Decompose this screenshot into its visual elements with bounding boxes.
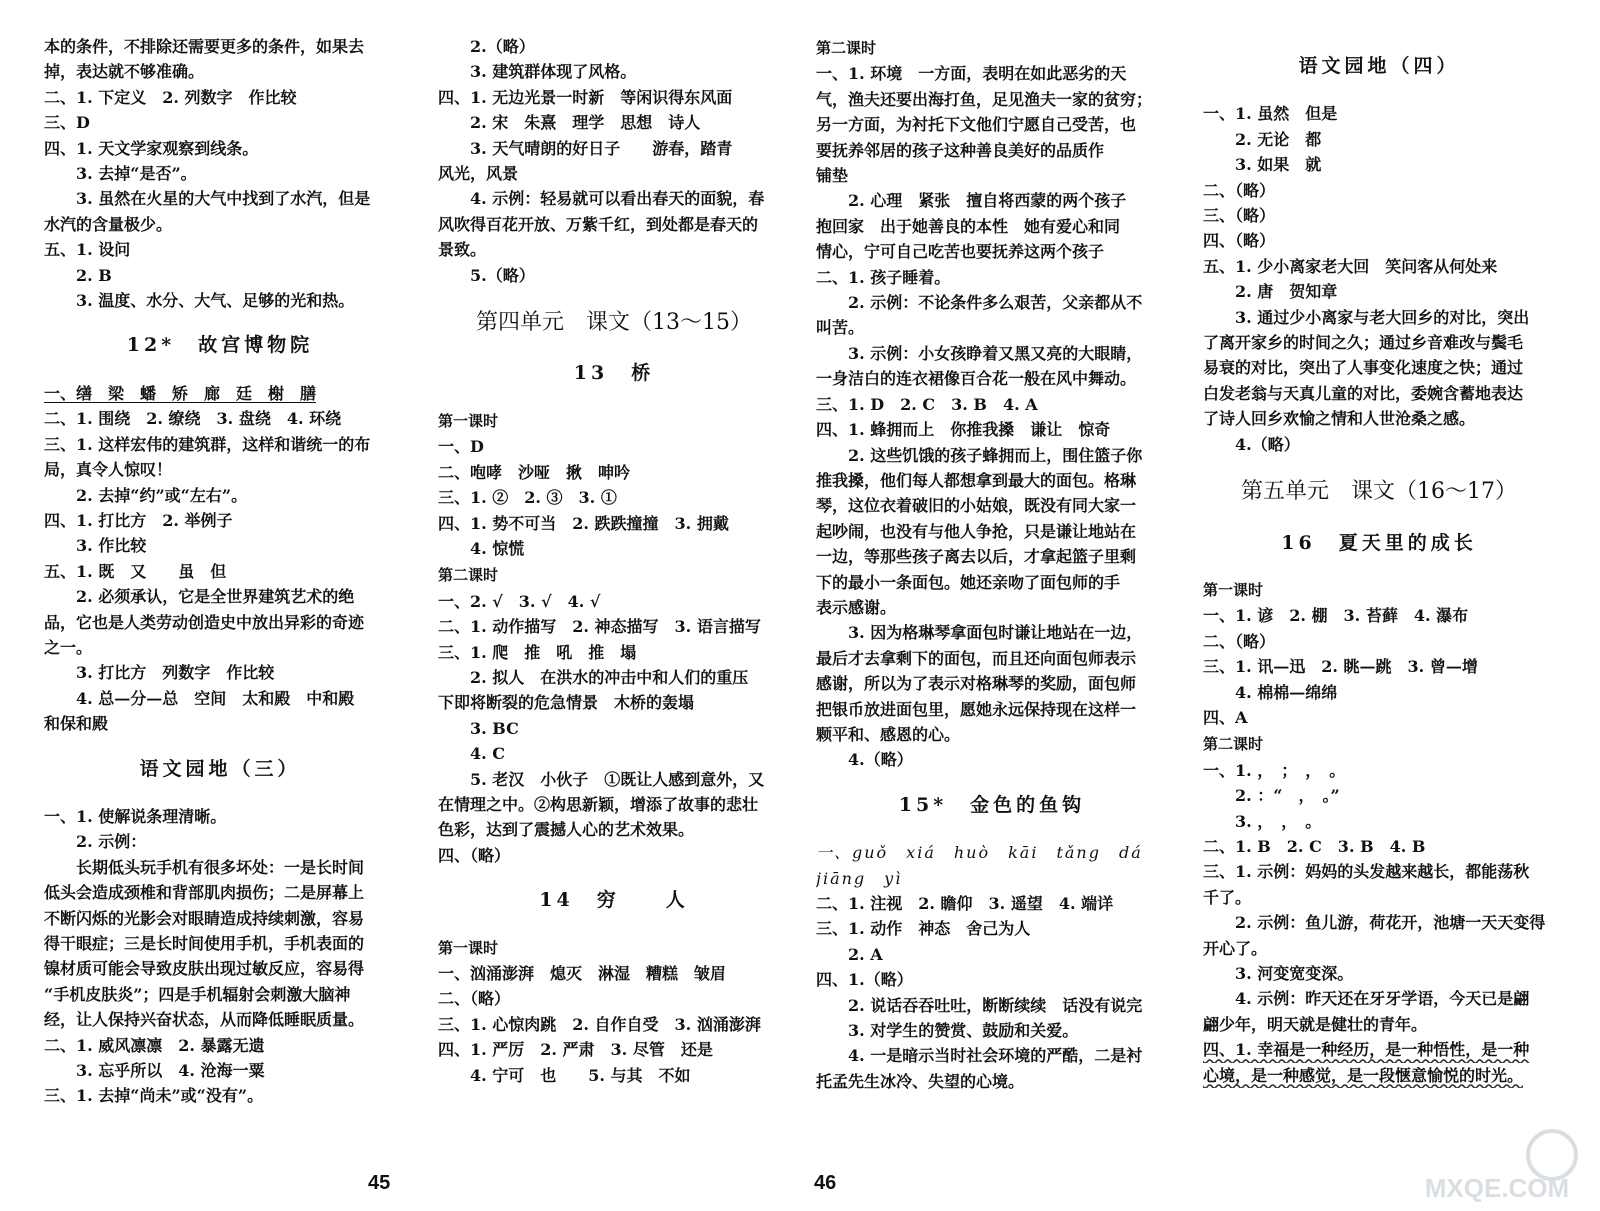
answer-line: 了诗人回乡欢愉之情和人世沧桑之感。 bbox=[1203, 409, 1476, 429]
answer-line: 经，让人保持兴奋状态，从而降低睡眠质量。 bbox=[44, 1010, 365, 1030]
answer-line: 白发老翁与天真儿童的对比，委婉含蓄地表达 bbox=[1203, 383, 1524, 403]
answer-line: 长期低头玩手机有很多坏处：一是长时间 bbox=[76, 857, 365, 877]
answer-line: 4. 棉棉—绵绵 bbox=[1235, 682, 1338, 702]
answer-line: 要抚养邻居的孩子这种善良美好的品质作 bbox=[816, 140, 1105, 160]
answer-line: 二、1. 注视 2. 瞻仰 3. 遥望 4. 端详 bbox=[816, 894, 1114, 913]
answer-line: 五、1. 少小离家老大回 笑问客从何处来 bbox=[1203, 256, 1498, 276]
answer-line: 四、1. 严厉 2. 严肃 3. 尽管 还是 bbox=[438, 1040, 713, 1060]
answer-line: 琴，这位衣着破旧的小姑娘，既没有同大家一 bbox=[816, 496, 1137, 516]
answer-line: 二、1. B 2. C 3. B 4. B bbox=[1203, 836, 1426, 856]
answer-line: 得干眼症；三是长时间使用手机，手机表面的 bbox=[44, 934, 365, 953]
lesson-period: 第一课时 bbox=[1203, 580, 1264, 599]
answer-line: 四、A bbox=[1203, 707, 1248, 727]
answer-line: 3. 打比方 列数字 作比较 bbox=[76, 663, 275, 683]
answer-line: 一、汹涌澎湃 熄灭 淋湿 糟糕 皱眉 bbox=[438, 964, 727, 983]
answer-line: 推我搡，他们每人都想拿到最大的面包。格琳 bbox=[816, 470, 1137, 490]
answer-line: 品，它也是人类劳动创造史中放出异彩的奇迹 bbox=[44, 612, 365, 632]
answer-line: 之一。 bbox=[44, 637, 93, 657]
answer-line: 四、1. 势不可当 2. 跌跌撞撞 3. 拥戴 bbox=[438, 513, 729, 533]
answer-line: 2. 去掉“约”或“左右”。 bbox=[76, 485, 248, 505]
answer-line: 最后才去拿剩下的面包，而且还向面包师表示 bbox=[816, 648, 1137, 668]
answer-line: 二、1. 动作描写 2. 神态描写 3. 语言描写 bbox=[438, 617, 761, 637]
answer-line: 2. ：“ ， 。” bbox=[1235, 786, 1340, 806]
answer-line: 4. 宁可 也 5. 与其 不如 bbox=[470, 1065, 691, 1085]
answer-line: 不断闪烁的光影会对眼睛造成持续刺激，容易 bbox=[44, 908, 365, 928]
answer-line: 二、咆哮 沙哑 揪 呻吟 bbox=[438, 462, 631, 482]
answer-line: 一、1. 谚 2. 棚 3. 苔藓 4. 瀑布 bbox=[1203, 606, 1469, 626]
answer-line: 3. BC bbox=[470, 718, 519, 738]
answer-line: 2. 示例： bbox=[76, 832, 147, 852]
answer-line: “手机皮肤炎”；四是手机辐射会刺激大脑神 bbox=[44, 984, 351, 1004]
answer-line: 叫苦。 bbox=[816, 318, 865, 338]
answer-line: 色彩，达到了震撼人心的艺术效果。 bbox=[438, 820, 695, 840]
answer-line: 四、1. 幸福是一种经历，是一种悟性，是一种 bbox=[1203, 1040, 1530, 1060]
answer-line: 四、（略） bbox=[1203, 231, 1276, 251]
answer-line: 3. 因为格琳琴拿面包时谦让地站在一边， bbox=[848, 623, 1143, 643]
answer-line: 2. A bbox=[848, 944, 883, 964]
answer-line: 三、1. 示例：妈妈的头发越来越长，都能荡秋 bbox=[1203, 862, 1530, 882]
answer-line: 三、1. D 2. C 3. B 4. A bbox=[816, 394, 1038, 414]
answer-line: 五、1. 设问 bbox=[44, 240, 131, 260]
answer-line: 5.（略） bbox=[470, 265, 535, 285]
answer-line: 起吵闹，也没有与他人争抢，只是谦让地站在 bbox=[816, 521, 1137, 541]
answer-line: 下的最小一条面包。她还亲吻了面包师的手 bbox=[816, 572, 1121, 592]
answer-line: 三、1. 动作 神态 舍己为人 bbox=[816, 919, 1031, 939]
column-4 bbox=[1203, 34, 1555, 1088]
lesson-period: 第一课时 bbox=[438, 938, 499, 957]
answer-line: 2. 宋 朱熹 理学 思想 诗人 bbox=[470, 113, 701, 133]
answer-line: 二、1. 围绕 2. 缭绕 3. 盘绕 4. 环绕 bbox=[44, 409, 342, 429]
answer-line: 一、1. 环境 一方面，表明在如此恶劣的天 bbox=[816, 64, 1127, 84]
answer-line: 开心了。 bbox=[1203, 938, 1268, 958]
lesson-period: 第二课时 bbox=[438, 566, 499, 585]
column-3 bbox=[816, 34, 1168, 1094]
answer-line: 另一方面，为衬托下文他们宁愿自己受苦，也 bbox=[816, 115, 1137, 135]
answer-line: 3. 虽然在火星的大气中找到了水汽，但是 bbox=[76, 189, 371, 209]
lesson-title: 14 穷 人 bbox=[539, 889, 689, 912]
answer-line: 四、1. 蜂拥而上 你推我搡 谦让 惊奇 bbox=[816, 420, 1111, 440]
answer-line: 把银币放进面包里，愿她永远保持现在这样一 bbox=[816, 699, 1137, 719]
answer-line: 3. ， ， 。 bbox=[1235, 811, 1322, 831]
answer-line: 了离开家乡的时间之久；通过乡音难改与鬓毛 bbox=[1203, 333, 1524, 353]
answer-line: 一身洁白的连衣裙像百合花一般在风中舞动。 bbox=[816, 369, 1137, 389]
answer-line: 3. 河变宽变深。 bbox=[1235, 964, 1354, 983]
answer-line: 3. 忘乎所以 4. 沧海一粟 bbox=[76, 1061, 265, 1081]
answer-line: 一、1. ， ； ， 。 bbox=[1203, 760, 1346, 780]
answer-line: 本的条件，不排除还需要更多的条件，如果去 bbox=[44, 37, 365, 56]
answer-line: 翩少年，明天就是健壮的青年。 bbox=[1203, 1014, 1428, 1034]
answer-line: 易衰的对比，突出了人事变化速度之快；通过 bbox=[1203, 358, 1524, 378]
answer-line: 4. 惊慌 bbox=[470, 538, 525, 558]
answer-line: 5. 老汉 小伙子 ①既让人感到意外，又 bbox=[470, 769, 765, 789]
answer-line: 3. 天气晴朗的好日子 游春，踏青 bbox=[470, 138, 733, 158]
unit-title: 第四单元 课文（13～15） bbox=[476, 310, 752, 336]
answer-line: 三、1. 爬 推 吼 推 塌 bbox=[438, 642, 637, 662]
lesson-title: 语文园地（四） bbox=[1298, 55, 1460, 77]
answer-line: 2. 说话吞吞吐吐，断断续续 话没有说完 bbox=[848, 995, 1143, 1015]
answer-line: 颗平和、感恩的心。 bbox=[816, 724, 961, 744]
watermark-logo bbox=[1402, 1125, 1592, 1205]
answer-line: 情心，宁可自己吃苦也要抚养这两个孩子 bbox=[816, 242, 1105, 262]
answer-line: 2. 唐 贺知章 bbox=[1235, 282, 1338, 302]
lesson-period: 第一课时 bbox=[438, 411, 499, 430]
answer-line: 3. 对学生的赞赏、鼓励和关爱。 bbox=[848, 1021, 1079, 1041]
watermark-text: MXQE.COM bbox=[1424, 1173, 1570, 1203]
answer-line: 2.（略） bbox=[470, 37, 535, 56]
answer-line: 2. 示例：不论条件多么艰苦，父亲都从不 bbox=[848, 293, 1143, 313]
answer-line: 和保和殿 bbox=[44, 714, 109, 734]
column-1 bbox=[44, 34, 396, 1109]
answer-line: 掉，表达就不够准确。 bbox=[44, 62, 205, 82]
answer-line: 三、1. 讯—迅 2. 眺—跳 3. 曾—增 bbox=[1203, 657, 1478, 677]
page-number-right: 46 bbox=[814, 1172, 837, 1194]
answer-line: 四、1. 天文学家观察到线条。 bbox=[44, 138, 259, 158]
answer-line: 低头会造成颈椎和背部肌肉损伤；二是屏幕上 bbox=[44, 883, 365, 903]
answer-line: 二、1. 下定义 2. 列数字 作比较 bbox=[44, 87, 297, 107]
page-number-left: 45 bbox=[368, 1172, 391, 1194]
answer-line: 铺垫 bbox=[816, 166, 849, 186]
answer-line: 4. 一是暗示当时社会环境的严酷，二是衬 bbox=[848, 1046, 1143, 1066]
answer-line: 四、1. 打比方 2. 举例子 bbox=[44, 510, 233, 530]
answer-line: 风光，风景 bbox=[438, 164, 519, 184]
answer-line: 3. 如果 就 bbox=[1235, 155, 1322, 175]
answer-line: 气，渔夫还要出海打鱼，足见渔夫一家的贫穷； bbox=[816, 89, 1153, 109]
unit-title: 第五单元 课文（16～17） bbox=[1241, 479, 1517, 505]
answer-line: 4.（略） bbox=[1235, 434, 1300, 454]
lesson-title: 12* 故宫博物院 bbox=[126, 334, 314, 357]
answer-line: 一、缮 梁 蟠 矫 廊 廷 榭 膳 bbox=[44, 383, 317, 403]
answer-line: 一、1. 虽然 但是 bbox=[1203, 104, 1338, 124]
answer-line: 2. 必须承认，它是全世界建筑艺术的绝 bbox=[76, 587, 355, 607]
answer-line: 3. 通过少小离家与老大回乡的对比，突出 bbox=[1235, 307, 1530, 327]
answer-line: 下即将断裂的危急情景 木桥的轰塌 bbox=[438, 693, 695, 713]
answer-line: 千了。 bbox=[1203, 887, 1252, 907]
answer-line: 4. C bbox=[470, 744, 506, 764]
answer-line: 二、（略） bbox=[1203, 180, 1276, 200]
answer-line: 在情理之中。②构思新颖，增添了故事的悲壮 bbox=[438, 794, 759, 814]
answer-line: 四、1.（略） bbox=[816, 970, 913, 990]
answer-line: 镍材质可能会导致皮肤出现过敏反应，容易得 bbox=[44, 959, 365, 979]
pinyin-line: jiāng yì bbox=[816, 868, 903, 888]
answer-line: 4. 总—分—总 空间 太和殿 中和殿 bbox=[76, 688, 355, 708]
answer-line: 一、2. √ 3. √ 4. √ bbox=[438, 591, 601, 611]
answer-line: 三、1. 去掉“尚未”或“没有”。 bbox=[44, 1086, 264, 1106]
answer-line: 二、1. 孩子睡着。 bbox=[816, 267, 951, 287]
answer-line: 五、1. 既 又 虽 但 bbox=[44, 561, 227, 581]
answer-line: 心境，是一种感觉，是一段惬意愉悦的时光。 bbox=[1203, 1065, 1524, 1085]
answer-line: 三、1. 心惊肉跳 2. 自作自受 3. 汹涌澎湃 bbox=[438, 1014, 761, 1034]
answer-line: 2. 拟人 在洪水的冲击中和人们的重压 bbox=[470, 667, 749, 687]
answer-line: 感谢，所以为了表示对格琳琴的奖励，面包师 bbox=[816, 674, 1137, 694]
answer-line: 二、（略） bbox=[438, 989, 511, 1009]
lesson-period: 第二课时 bbox=[1203, 735, 1264, 754]
answer-line: 三、1. ② 2. ③ 3. ① bbox=[438, 488, 617, 508]
lesson-title: 语文园地（三） bbox=[139, 757, 301, 780]
answer-line: 2. 无论 都 bbox=[1235, 129, 1322, 149]
lesson-title: 15* 金色的鱼钩 bbox=[898, 793, 1086, 816]
answer-line: 2. 心理 紧张 擅自将西蒙的两个孩子 bbox=[848, 191, 1127, 211]
answer-line: 表示感谢。 bbox=[816, 597, 897, 617]
answer-line: 水汽的含量极少。 bbox=[44, 214, 173, 234]
answer-line: 3. 建筑群体现了风格。 bbox=[470, 62, 637, 82]
answer-line: 4. 示例：昨天还在牙牙学语，今天已是翩 bbox=[1235, 989, 1530, 1009]
lesson-title: 16 夏天里的成长 bbox=[1281, 531, 1477, 554]
answer-line: 二、1. 威风凛凛 2. 暴露无遗 bbox=[44, 1035, 265, 1055]
answer-line: 抱回家 出于她善良的本性 她有爱心和同 bbox=[816, 216, 1121, 236]
answer-line: 一、D bbox=[438, 437, 484, 457]
answer-line: 托孟先生冰冷、失望的心境。 bbox=[816, 1071, 1025, 1091]
answer-line: 二、（略） bbox=[1203, 631, 1276, 651]
lesson-period: 第二课时 bbox=[816, 39, 877, 57]
answer-line: 4.（略） bbox=[848, 750, 913, 770]
answer-line: 3. 作比较 bbox=[76, 536, 147, 556]
answer-line: 4. 示例：轻易就可以看出春天的面貌，春 bbox=[470, 189, 765, 209]
answer-line: 三、（略） bbox=[1203, 206, 1276, 226]
answer-line: 一、1. 使解说条理清晰。 bbox=[44, 806, 227, 826]
answer-line: 2. 这些饥饿的孩子蜂拥而上，围住篮子你 bbox=[848, 445, 1143, 465]
pinyin-line: 一、guǒ xiá huò kāi tǎng dá bbox=[816, 843, 1143, 863]
answer-line: 四、1. 无边光景一时新 等闲识得东风面 bbox=[438, 87, 733, 107]
lesson-title: 13 桥 bbox=[573, 362, 655, 385]
answer-line: 三、D bbox=[44, 113, 90, 133]
answer-line: 3. 去掉“是否”。 bbox=[76, 164, 197, 184]
answer-line: 一边，等那些孩子离去以后，才拿起篮子里剩 bbox=[816, 547, 1137, 567]
answer-line: 三、1. 这样宏伟的建筑群，这样和谐统一的布 bbox=[44, 434, 371, 454]
answer-line: 3. 温度、水分、大气、足够的光和热。 bbox=[76, 291, 355, 311]
answer-line: 四、（略） bbox=[438, 845, 511, 865]
answer-line: 2. B bbox=[76, 265, 112, 285]
column-2 bbox=[438, 34, 790, 1088]
answer-line: 局，真令人惊叹！ bbox=[44, 460, 173, 480]
answer-line: 2. 示例：鱼儿游，荷花开，池塘一天天变得 bbox=[1235, 913, 1546, 933]
answer-line: 景致。 bbox=[438, 240, 487, 260]
answer-line: 风吹得百花开放、万紫千红，到处都是春天的 bbox=[438, 214, 759, 234]
answer-line: 3. 示例：小女孩睁着又黑又亮的大眼睛， bbox=[848, 343, 1143, 363]
